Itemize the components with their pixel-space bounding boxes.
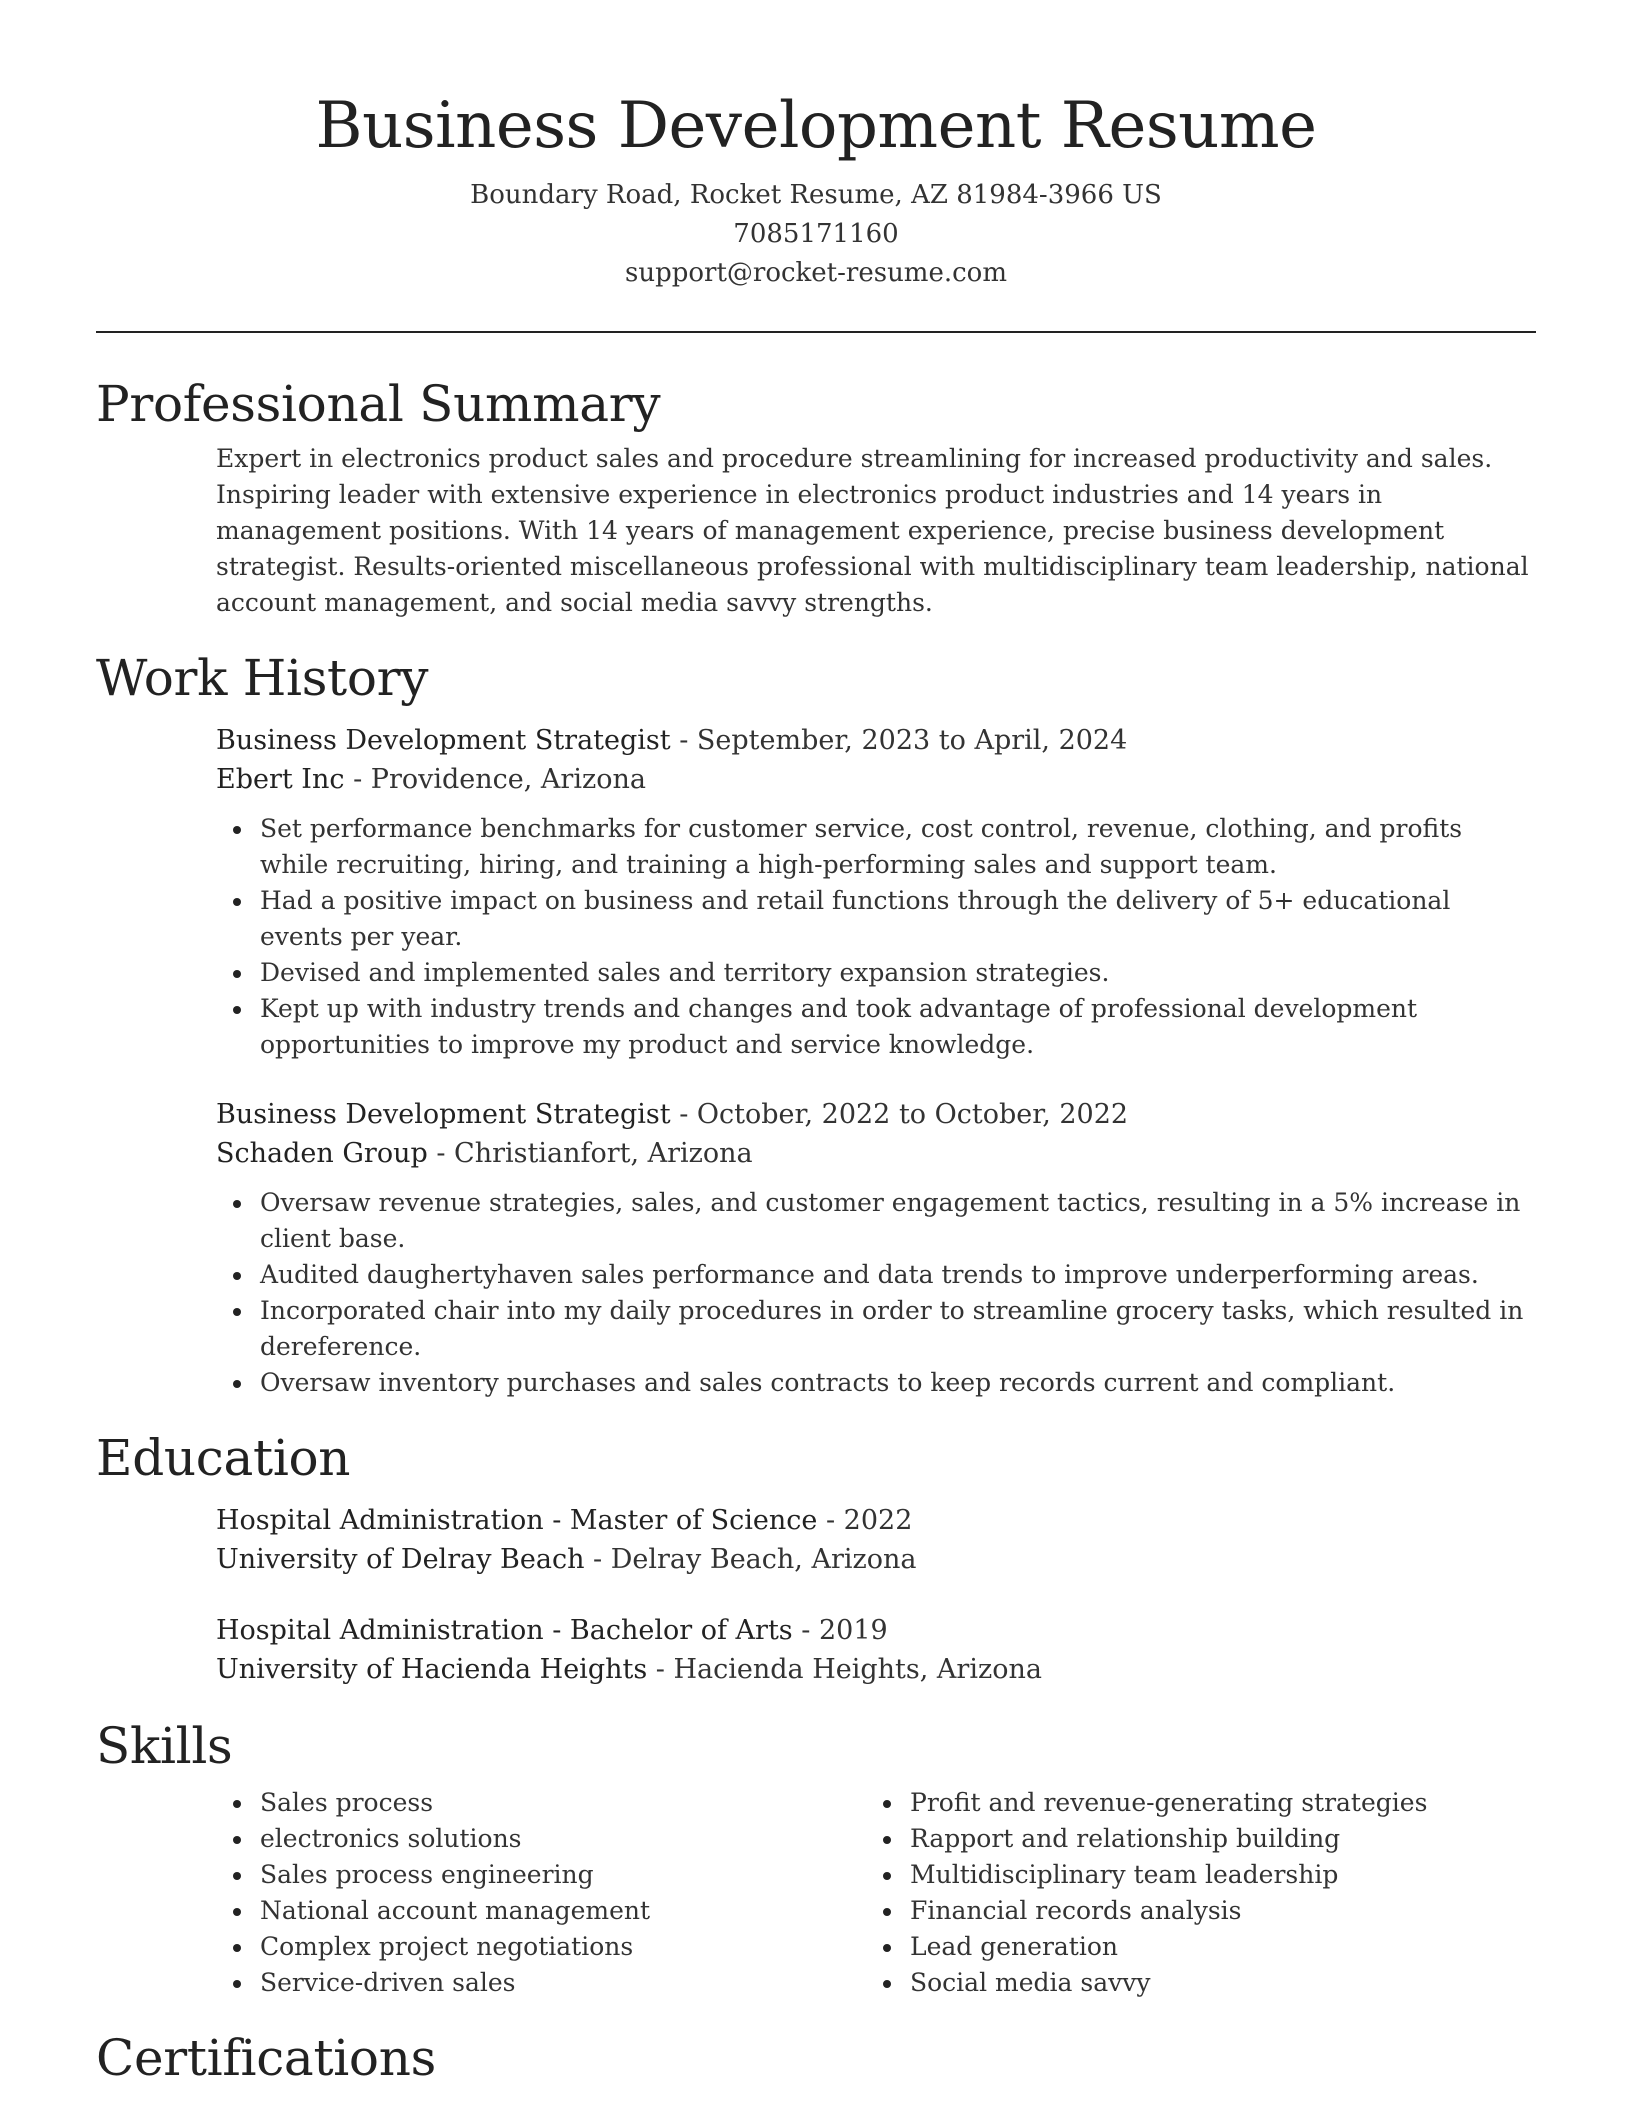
list-item: Sales process engineering	[216, 1857, 866, 1893]
resume-page	[96, 0, 1536, 2089]
list-item: Had a positive impact on business and retail functions through the delivery of 5+ educational events per year.	[216, 883, 1536, 955]
list-item: Rapport and relationship building	[866, 1821, 1516, 1857]
school-name: University of Delray Beach	[216, 1544, 585, 1575]
contact-phone: 7085171160	[733, 219, 899, 249]
summary-text: Expert in electronics product sales and procedure streamlining for increased productivity and sales. Inspiring leader with extensive experience in electronics product industries and 14 years in management positions. With 14 years of management experience, precise business development strategist. Results-oriented miscellaneous professional with multidisciplinary team leadership, national account management, and social media savvy strengths.	[216, 444, 1529, 617]
list-item: electronics solutions	[216, 1821, 866, 1857]
school-line	[216, 1540, 1536, 1579]
job-title: Business Development Strategist	[216, 725, 671, 756]
school-location: - Delray Beach, Arizona	[584, 1544, 917, 1575]
skills-column-right	[866, 1785, 1516, 2001]
contact-block	[96, 176, 1536, 293]
resume-title: Business Development Resume	[315, 89, 1317, 163]
job-location: - Christianfort, Arizona	[427, 1138, 753, 1169]
education-heading: Education	[96, 1429, 351, 1487]
job-title: Business Development Strategist	[216, 1099, 671, 1130]
job-entry	[216, 1095, 1536, 1401]
degree-line	[216, 1501, 1536, 1540]
list-item: Service-driven sales	[216, 1965, 866, 2001]
list-item: Financial records analysis	[866, 1893, 1516, 1929]
list-item: Oversaw inventory purchases and sales contracts to keep records current and compliant.	[216, 1365, 1536, 1401]
list-item: Profit and revenue-generating strategies	[866, 1785, 1516, 1821]
skills-heading: Skills	[96, 1717, 233, 1775]
job-bullets	[216, 811, 1536, 1063]
list-item: Lead generation	[866, 1929, 1516, 1965]
job-title-line	[216, 721, 1536, 760]
contact-address: Boundary Road, Rocket Resume, AZ 81984-3966 US	[470, 180, 1162, 210]
list-item: Kept up with industry trends and changes and took advantage of professional development opportunities to improve my product and service knowledge.	[216, 991, 1536, 1063]
list-item: Audited daughertyhaven sales performance and data trends to improve underperforming areas.	[216, 1257, 1536, 1293]
degree-field: Hospital Administration - Master of Science	[216, 1505, 818, 1536]
degree-year: - 2019	[792, 1615, 888, 1646]
degree-year: - 2022	[817, 1505, 913, 1536]
job-title-line	[216, 1095, 1536, 1134]
degree-line	[216, 1611, 1536, 1650]
skills-list-right	[866, 1785, 1516, 2001]
list-item: Set performance benchmarks for customer service, cost control, revenue, clothing, and profits while recruiting, hiring, and training a high-performing sales and support team.	[216, 811, 1536, 883]
education-entry	[216, 1501, 1536, 1579]
job-company: Ebert Inc	[216, 764, 345, 795]
list-item: Devised and implemented sales and territory expansion strategies.	[216, 955, 1536, 991]
header-divider	[96, 331, 1536, 333]
job-entry	[216, 721, 1536, 1063]
certifications-section	[96, 2027, 1536, 2089]
list-item: Incorporated chair into my daily procedures in order to streamline grocery tasks, which resulted in dereference.	[216, 1293, 1536, 1365]
job-company-line	[216, 1134, 1536, 1173]
job-location: - Providence, Arizona	[344, 764, 646, 795]
job-company: Schaden Group	[216, 1138, 428, 1169]
work-history-section	[96, 647, 1536, 1401]
list-item: Social media savvy	[866, 1965, 1516, 2001]
list-item: National account management	[216, 1893, 866, 1929]
contact-email: support@rocket-resume.com	[624, 258, 1007, 288]
school-location: - Hacienda Heights, Arizona	[647, 1654, 1042, 1685]
job-company-line	[216, 760, 1536, 799]
job-bullets	[216, 1185, 1536, 1401]
education-section	[96, 1427, 1536, 1689]
job-dates: - October, 2022 to October, 2022	[670, 1099, 1129, 1130]
skills-column-left	[216, 1785, 866, 2001]
skills-section	[96, 1715, 1536, 2001]
work-history-heading: Work History	[96, 649, 429, 707]
list-item: Sales process	[216, 1785, 866, 1821]
resume-header	[96, 0, 1536, 293]
skills-grid	[216, 1785, 1536, 2001]
job-dates: - September, 2023 to April, 2024	[670, 725, 1128, 756]
school-name: University of Hacienda Heights	[216, 1654, 648, 1685]
list-item: Complex project negotiations	[216, 1929, 866, 1965]
list-item: Oversaw revenue strategies, sales, and customer engagement tactics, resulting in a 5% increase in client base.	[216, 1185, 1536, 1257]
degree-field: Hospital Administration - Bachelor of Arts	[216, 1615, 793, 1646]
summary-section	[96, 373, 1536, 621]
skills-list-left	[216, 1785, 866, 2001]
education-entry	[216, 1611, 1536, 1689]
summary-heading: Professional Summary	[96, 375, 661, 433]
certifications-heading: Certifications	[96, 2029, 436, 2087]
school-line	[216, 1650, 1536, 1689]
list-item: Multidisciplinary team leadership	[866, 1857, 1516, 1893]
